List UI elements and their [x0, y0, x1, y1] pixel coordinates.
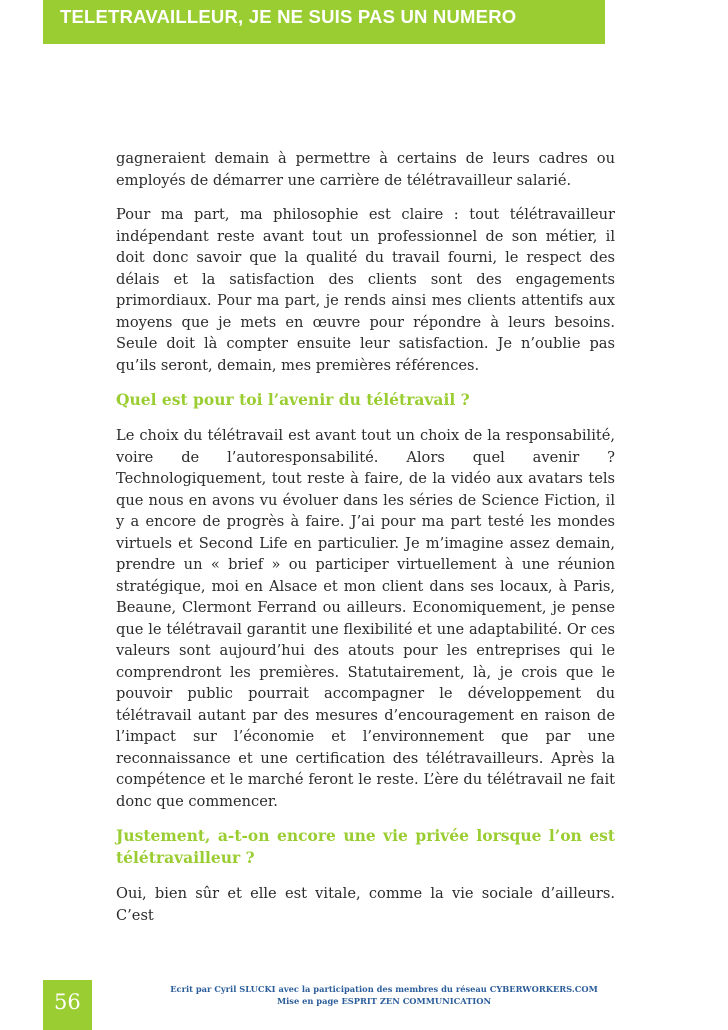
body-paragraph: Le choix du télétravail est avant tout un choix de la responsabilité, voire de l’autoresponsabilité. Alors quel avenir ? Technologiquement, tout reste à faire, de la vidéo aux avatars tels que nous en avons vu évoluer dans les séries de Science Fiction, il y a encore de progrès à faire. J’ai pour ma part testé les mondes virtuels et Second Life en particulier. Je m’imagine assez demain, prendre un « brief » ou participer virtuellement à une réunion stratégique, moi en Alsace et mon client dans ses locaux, à Paris, Beaune, Clermont Ferrand ou ailleurs. Economiquement, je pense que le télétravail garantit une flexibilité et une adaptabilité. Or ces valeurs sont aujourd’hui des atouts pour les entreprises qui le comprendront les premières. Statutairement, là, je crois que le pouvoir public pourrait accompagner le développement du télétravail autant par des mesures d’encouragement en raison de l’impact sur l’économie et l’environnement que par une reconnaissance et une certification des télétravailleurs. Après la compétence et le marché feront le reste. L’ère du télétravail ne fait donc que commencer.	[116, 427, 615, 810]
page-number: 56	[54, 990, 81, 1014]
running-header-title: TELETRAVAILLEUR, JE NE SUIS PAS UN NUMERO	[60, 6, 517, 27]
interview-question: Quel est pour toi l’avenir du télétravail ?	[116, 390, 470, 409]
body-paragraph: Oui, bien sûr et elle est vitale, comme la vie sociale d’ailleurs. C’est	[116, 885, 615, 924]
footer-layout-line: Mise en page ESPRIT ZEN COMMUNICATION	[276, 996, 492, 1006]
footer-credit-line: Ecrit par Cyril SLUCKI avec la participation des membres du réseau CYBERWORKERS.COM	[170, 984, 598, 994]
interview-question: Justement, a-t-on encore une vie privée lorsque l’on est télétravailleur ?	[116, 826, 615, 867]
page-footer	[150, 983, 618, 1007]
page-body	[116, 148, 615, 939]
body-paragraph: gagneraient demain à permettre à certains de leurs cadres ou employés de démarrer une carrière de télétravailleur salarié.	[116, 150, 615, 189]
body-paragraph: Pour ma part, ma philosophie est claire : tout télétravailleur indépendant reste avant tout un professionnel de son métier, il doit donc savoir que la qualité du travail fourni, le respect des délais et la satisfaction des clients sont des engagements primordiaux. Pour ma part, je rends ainsi mes clients attentifs aux moyens que je mets en œuvre pour répondre à leurs besoins. Seule doit là compter ensuite leur satisfaction. Je n’oublie pas qu’ils seront, demain, mes premières références.	[116, 206, 615, 374]
